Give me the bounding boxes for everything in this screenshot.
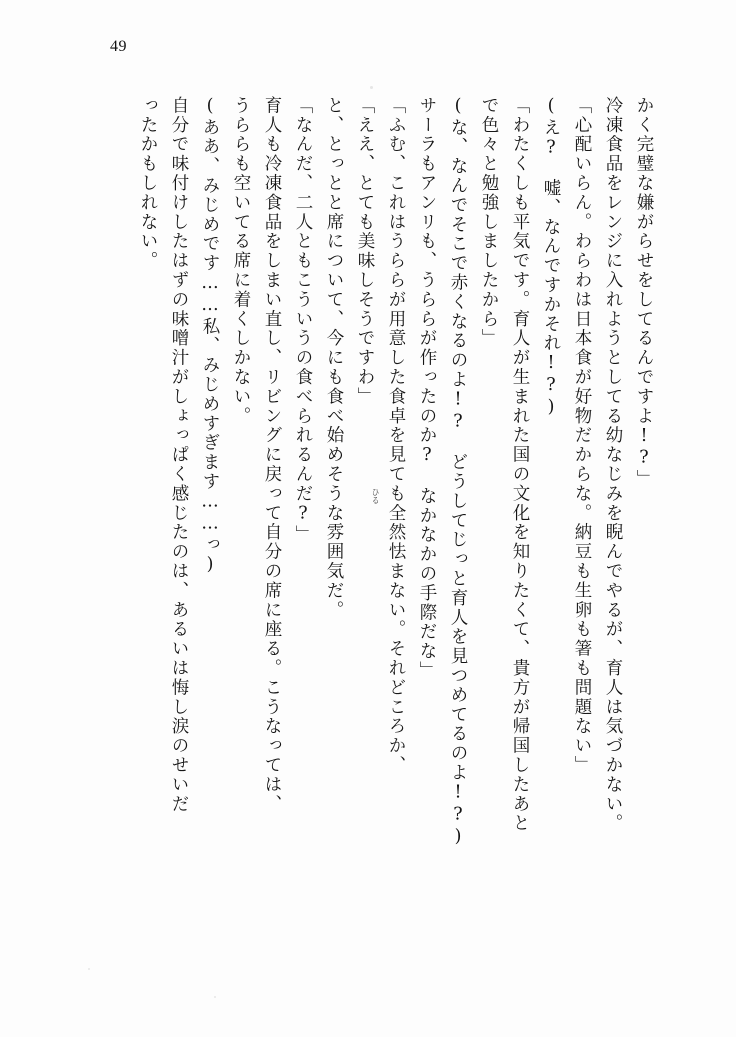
text-line: で色々と勉強しましたから」	[479, 96, 499, 349]
text-line: かく完璧な嫌がらせをしてるんですよ!?」	[634, 96, 654, 489]
text-line: 「心配いらん。わらわは日本食が好物だからな。納豆も生卵も箸も問題ない」	[572, 96, 592, 775]
scan-speck	[214, 996, 216, 998]
text-line: 育人も冷凍食品をしまい直し、リビングに戻って自分の席に座る。こうなっては、	[262, 96, 282, 814]
text-line: サーラもアンリも、うららが作ったのか? なかなかの手際だな」	[417, 96, 437, 681]
text-line: 「ええ、とても美味しそうですわ」	[355, 96, 375, 407]
text-line: (な、なんでそこで赤くなるのよ!? どうしてじっと育人を見つめてるのよ!?)	[448, 96, 468, 849]
text-line: (え? 嘘、なんですかそれ!?)	[541, 96, 561, 419]
vertical-text-block	[92, 96, 652, 968]
text-line-with-ruby	[373, 96, 404, 968]
scan-speck	[370, 86, 373, 89]
text-line: うららも空いてる席に着くしかない。	[231, 96, 251, 426]
page-number: 49	[110, 38, 127, 55]
text-line-body: 「ふむ、これはうららが用意した食卓を見ても全然怯まない。それどころか、	[386, 96, 406, 775]
text-line: 「なんだ、二人ともこういうの食べられるんだ?」	[293, 96, 313, 545]
ruby-annotation: ひる	[371, 488, 380, 504]
text-line: 自分で味付けしたはずの味噌汁がしょっぱく感じたのは、あるいは悔し涙のせいだ	[169, 96, 189, 814]
text-line: ったかもしれない。	[138, 96, 158, 271]
text-line: 冷凍食品をレンジに入れようとしてる幼なじみを睨んでやるが、育人は気づかない。	[603, 96, 623, 834]
text-line: (ああ、みじめです……私、みじめすぎます……っ)	[200, 96, 220, 577]
text-line: 「わたくしも平気です。育人が生まれた国の文化を知りたくて、貴方が帰国したあと	[510, 96, 530, 834]
scan-speck	[88, 968, 90, 970]
text-line: と、とっとと席について、今にも食べ始めそうな雰囲気だ。	[324, 96, 344, 620]
